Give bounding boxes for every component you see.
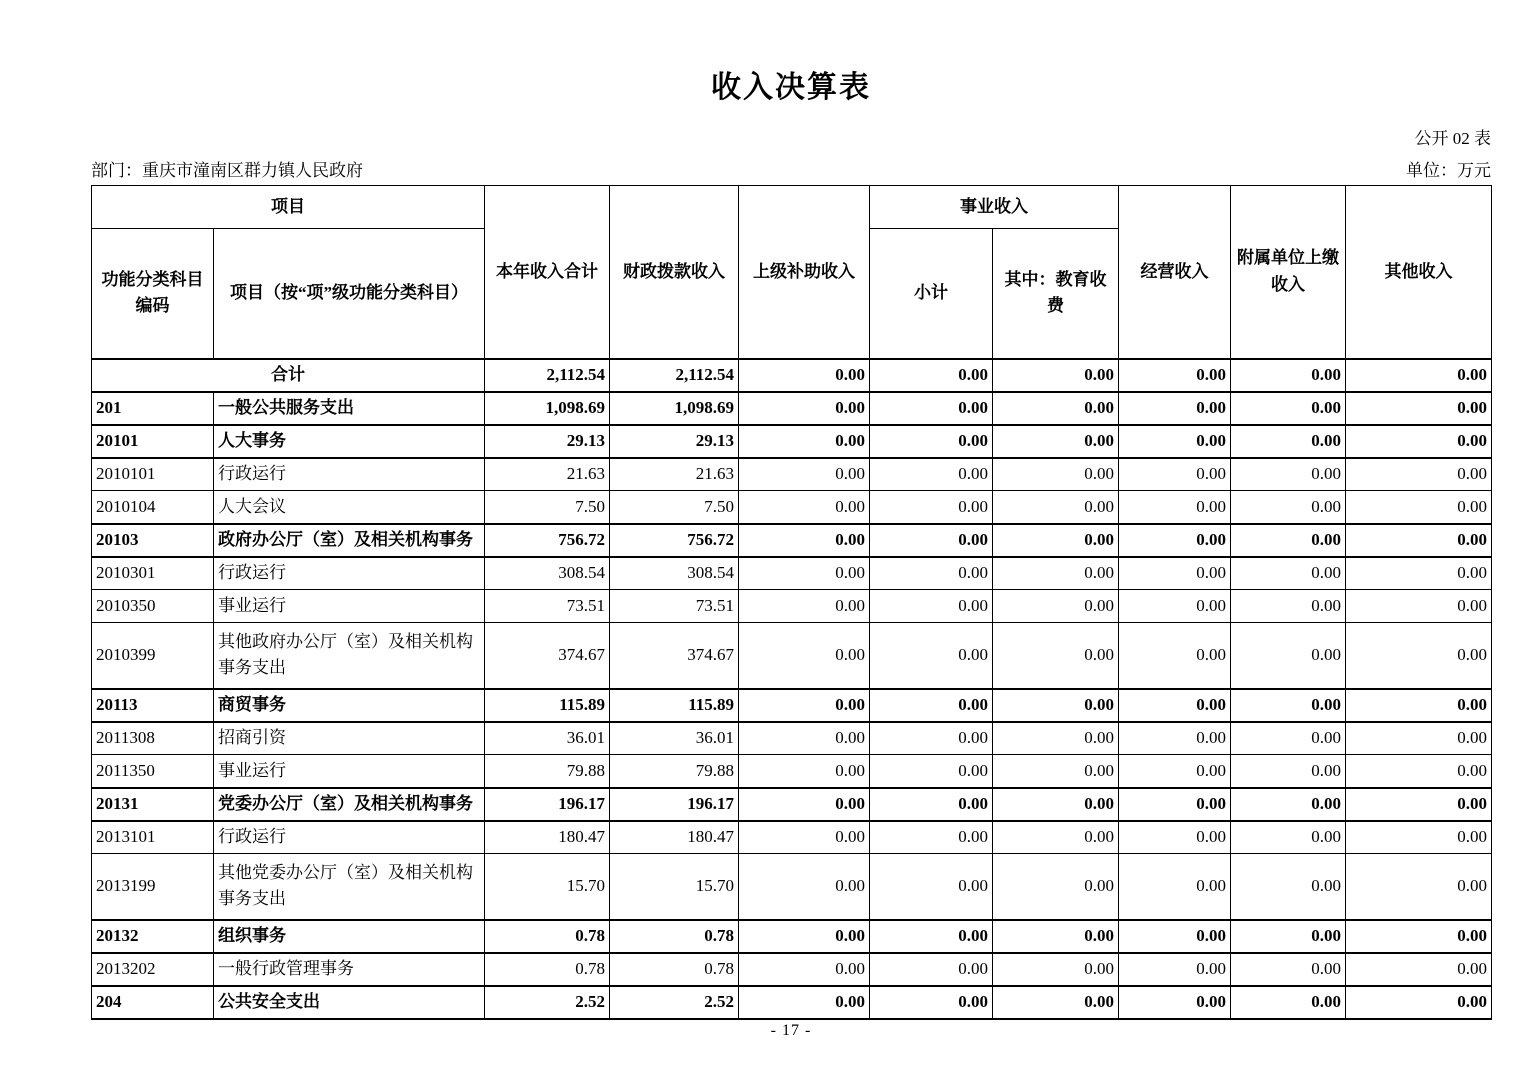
department-label: 部门：重庆市潼南区群力镇人民政府 (91, 161, 363, 180)
row-value: 0.00 (1231, 524, 1346, 557)
page-number: - 17 - (770, 1022, 812, 1039)
table-row (92, 755, 1492, 788)
row-value: 0.00 (1346, 392, 1492, 425)
row-label: 其他政府办公厅（室）及相关机构事务支出 (214, 623, 485, 689)
row-value: 0.00 (993, 590, 1119, 623)
row-code: 20103 (92, 524, 214, 557)
row-code: 2010399 (92, 623, 214, 689)
row-value: 196.17 (485, 788, 610, 821)
row-value: 0.00 (1346, 953, 1492, 986)
row-value: 0.00 (870, 425, 993, 458)
row-value: 0.00 (1119, 986, 1231, 1019)
row-label: 其他党委办公厅（室）及相关机构事务支出 (214, 854, 485, 920)
row-value: 0.00 (1231, 392, 1346, 425)
row-value: 0.78 (485, 953, 610, 986)
row-value: 7.50 (485, 491, 610, 524)
row-value: 15.70 (485, 854, 610, 920)
row-value: 0.00 (1346, 557, 1492, 590)
row-label: 一般公共服务支出 (214, 392, 485, 425)
row-value: 0.00 (870, 755, 993, 788)
income-final-accounts-table (91, 185, 1492, 1020)
row-value: 0.78 (610, 920, 739, 953)
row-value: 0.00 (1346, 920, 1492, 953)
row-label: 行政运行 (214, 821, 485, 854)
row-value: 0.00 (1231, 953, 1346, 986)
row-value: 756.72 (610, 524, 739, 557)
row-value: 0.00 (870, 788, 993, 821)
row-code: 2013101 (92, 821, 214, 854)
row-value: 0.00 (1231, 458, 1346, 491)
row-value: 0.00 (870, 986, 993, 1019)
unit-label: 单位：万元 (1406, 161, 1491, 180)
row-label: 人大事务 (214, 425, 485, 458)
header-education-fee: 其中：教育收费 (993, 229, 1119, 359)
table-row (92, 722, 1492, 755)
header-subtotal: 小计 (870, 229, 993, 359)
table-row (92, 920, 1492, 953)
row-label: 行政运行 (214, 557, 485, 590)
row-label: 组织事务 (214, 920, 485, 953)
row-value: 29.13 (610, 425, 739, 458)
row-value: 0.00 (993, 821, 1119, 854)
row-value: 0.00 (1346, 425, 1492, 458)
row-code: 20132 (92, 920, 214, 953)
row-value: 0.00 (1119, 755, 1231, 788)
row-value: 0.00 (1119, 359, 1231, 392)
row-value: 0.00 (1119, 920, 1231, 953)
row-value: 0.00 (1231, 623, 1346, 689)
header-business-income-group: 事业收入 (870, 186, 1119, 229)
row-value: 36.01 (610, 722, 739, 755)
row-code: 2010104 (92, 491, 214, 524)
row-value: 115.89 (610, 689, 739, 722)
row-code: 20113 (92, 689, 214, 722)
row-value: 0.00 (1231, 557, 1346, 590)
row-value: 115.89 (485, 689, 610, 722)
row-label: 事业运行 (214, 755, 485, 788)
row-value: 0.00 (870, 590, 993, 623)
row-value: 0.00 (1119, 689, 1231, 722)
row-label: 事业运行 (214, 590, 485, 623)
table-row (92, 458, 1492, 491)
row-code: 2011308 (92, 722, 214, 755)
table-row (92, 392, 1492, 425)
row-value: 73.51 (610, 590, 739, 623)
row-value: 0.00 (993, 722, 1119, 755)
row-value: 0.00 (1231, 689, 1346, 722)
header-operating-income: 经营收入 (1119, 186, 1231, 359)
row-label: 行政运行 (214, 458, 485, 491)
row-value: 0.00 (1231, 755, 1346, 788)
row-value: 0.00 (739, 854, 870, 920)
table-row (92, 986, 1492, 1019)
table-row (92, 788, 1492, 821)
row-value: 2.52 (610, 986, 739, 1019)
document-sheet (91, 0, 1491, 1020)
row-value: 0.00 (870, 689, 993, 722)
row-value: 2,112.54 (485, 359, 610, 392)
row-value: 308.54 (610, 557, 739, 590)
meta-line (91, 156, 1491, 181)
row-label: 公共安全支出 (214, 986, 485, 1019)
row-value: 0.00 (739, 359, 870, 392)
header-fiscal-allocation: 财政拨款收入 (610, 186, 739, 359)
table-row (92, 590, 1492, 623)
row-value: 0.00 (870, 854, 993, 920)
table-row (92, 854, 1492, 920)
header-row-groups (92, 186, 1492, 229)
row-value: 79.88 (610, 755, 739, 788)
table-row (92, 524, 1492, 557)
row-value: 0.00 (1231, 986, 1346, 1019)
table-body (92, 359, 1492, 1019)
row-value: 21.63 (485, 458, 610, 491)
row-value: 0.00 (1119, 722, 1231, 755)
row-label: 合计 (92, 359, 485, 392)
row-value: 0.00 (993, 425, 1119, 458)
row-value: 308.54 (485, 557, 610, 590)
row-value: 0.00 (1346, 359, 1492, 392)
row-value: 180.47 (485, 821, 610, 854)
row-value: 0.00 (1346, 458, 1492, 491)
table-row (92, 425, 1492, 458)
header-other-income: 其他收入 (1346, 186, 1492, 359)
row-value: 0.00 (739, 458, 870, 491)
row-value: 0.00 (1346, 689, 1492, 722)
row-value: 1,098.69 (610, 392, 739, 425)
row-value: 0.00 (739, 590, 870, 623)
row-value: 0.00 (1119, 821, 1231, 854)
row-value: 0.00 (1231, 722, 1346, 755)
row-value: 180.47 (610, 821, 739, 854)
row-value: 0.00 (739, 557, 870, 590)
row-value: 0.00 (1119, 557, 1231, 590)
row-value: 0.00 (993, 920, 1119, 953)
row-value: 0.00 (1119, 458, 1231, 491)
row-value: 0.00 (993, 524, 1119, 557)
row-value: 1,098.69 (485, 392, 610, 425)
row-value: 0.00 (1119, 425, 1231, 458)
row-value: 0.00 (1231, 821, 1346, 854)
row-value: 0.78 (610, 953, 739, 986)
row-value: 0.00 (739, 491, 870, 524)
row-value: 0.00 (1119, 392, 1231, 425)
row-value: 0.00 (993, 623, 1119, 689)
row-value: 0.00 (870, 458, 993, 491)
row-value: 36.01 (485, 722, 610, 755)
row-value: 0.00 (993, 755, 1119, 788)
row-value: 0.00 (739, 425, 870, 458)
row-code: 2013202 (92, 953, 214, 986)
row-code: 201 (92, 392, 214, 425)
row-value: 0.00 (1119, 623, 1231, 689)
row-value: 0.00 (1231, 854, 1346, 920)
table-row (92, 953, 1492, 986)
row-value: 0.00 (1231, 425, 1346, 458)
row-value: 0.00 (870, 953, 993, 986)
row-label: 政府办公厅（室）及相关机构事务 (214, 524, 485, 557)
row-value: 0.00 (870, 821, 993, 854)
row-label: 招商引资 (214, 722, 485, 755)
row-value: 0.00 (1119, 590, 1231, 623)
row-value: 0.78 (485, 920, 610, 953)
row-code: 2010301 (92, 557, 214, 590)
row-code: 2010350 (92, 590, 214, 623)
row-label: 人大会议 (214, 491, 485, 524)
row-value: 0.00 (739, 722, 870, 755)
table-row (92, 359, 1492, 392)
header-function-code: 功能分类科目编码 (92, 229, 214, 359)
row-value: 0.00 (739, 821, 870, 854)
row-code: 2011350 (92, 755, 214, 788)
row-label: 商贸事务 (214, 689, 485, 722)
row-code: 20101 (92, 425, 214, 458)
header-affiliated-remit: 附属单位上缴收入 (1231, 186, 1346, 359)
row-value: 0.00 (1119, 953, 1231, 986)
page-title: 收入决算表 (711, 71, 871, 104)
row-value: 0.00 (993, 953, 1119, 986)
row-value: 2,112.54 (610, 359, 739, 392)
row-value: 15.70 (610, 854, 739, 920)
row-value: 0.00 (993, 986, 1119, 1019)
row-value: 0.00 (993, 854, 1119, 920)
row-label: 党委办公厅（室）及相关机构事务 (214, 788, 485, 821)
row-value: 0.00 (993, 392, 1119, 425)
row-label: 一般行政管理事务 (214, 953, 485, 986)
row-value: 0.00 (739, 524, 870, 557)
row-value: 756.72 (485, 524, 610, 557)
row-value: 2.52 (485, 986, 610, 1019)
row-value: 0.00 (1346, 491, 1492, 524)
row-value: 0.00 (739, 920, 870, 953)
row-value: 0.00 (1346, 854, 1492, 920)
row-value: 0.00 (1231, 788, 1346, 821)
row-value: 79.88 (485, 755, 610, 788)
row-value: 0.00 (1119, 854, 1231, 920)
table-row (92, 821, 1492, 854)
row-value: 0.00 (870, 623, 993, 689)
row-value: 0.00 (739, 788, 870, 821)
row-value: 0.00 (739, 689, 870, 722)
row-value: 0.00 (1231, 491, 1346, 524)
row-value: 29.13 (485, 425, 610, 458)
row-value: 0.00 (870, 722, 993, 755)
sheet-note: 公开 02 表 (1414, 129, 1491, 148)
row-value: 0.00 (870, 491, 993, 524)
row-code: 2013199 (92, 854, 214, 920)
row-value: 0.00 (993, 788, 1119, 821)
row-value: 0.00 (993, 557, 1119, 590)
row-value: 0.00 (870, 359, 993, 392)
header-item: 项目（按“项”级功能分类科目） (214, 229, 485, 359)
row-value: 0.00 (870, 920, 993, 953)
row-value: 0.00 (1231, 590, 1346, 623)
row-value: 0.00 (870, 524, 993, 557)
row-value: 0.00 (993, 458, 1119, 491)
row-value: 21.63 (610, 458, 739, 491)
row-value: 0.00 (1346, 755, 1492, 788)
row-value: 0.00 (1346, 623, 1492, 689)
table-row (92, 689, 1492, 722)
row-value: 0.00 (1346, 821, 1492, 854)
table-row (92, 557, 1492, 590)
row-code: 20131 (92, 788, 214, 821)
row-value: 196.17 (610, 788, 739, 821)
row-value: 0.00 (1119, 524, 1231, 557)
row-value: 73.51 (485, 590, 610, 623)
table-row (92, 491, 1492, 524)
table-row (92, 623, 1492, 689)
row-value: 0.00 (1119, 788, 1231, 821)
row-value: 7.50 (610, 491, 739, 524)
row-value: 374.67 (610, 623, 739, 689)
row-value: 0.00 (1346, 722, 1492, 755)
header-superior-subsidy: 上级补助收入 (739, 186, 870, 359)
row-value: 0.00 (739, 392, 870, 425)
row-value: 374.67 (485, 623, 610, 689)
row-value: 0.00 (1346, 524, 1492, 557)
header-year-total: 本年收入合计 (485, 186, 610, 359)
row-value: 0.00 (1346, 590, 1492, 623)
row-value: 0.00 (993, 689, 1119, 722)
header-project-group: 项目 (92, 186, 485, 229)
row-value: 0.00 (993, 491, 1119, 524)
row-value: 0.00 (739, 755, 870, 788)
row-value: 0.00 (993, 359, 1119, 392)
row-value: 0.00 (1231, 359, 1346, 392)
row-value: 0.00 (1231, 920, 1346, 953)
row-value: 0.00 (870, 557, 993, 590)
row-value: 0.00 (739, 986, 870, 1019)
row-value: 0.00 (739, 623, 870, 689)
row-value: 0.00 (1346, 788, 1492, 821)
row-value: 0.00 (870, 392, 993, 425)
row-code: 2010101 (92, 458, 214, 491)
row-value: 0.00 (1346, 986, 1492, 1019)
row-value: 0.00 (1119, 491, 1231, 524)
row-code: 204 (92, 986, 214, 1019)
row-value: 0.00 (739, 953, 870, 986)
